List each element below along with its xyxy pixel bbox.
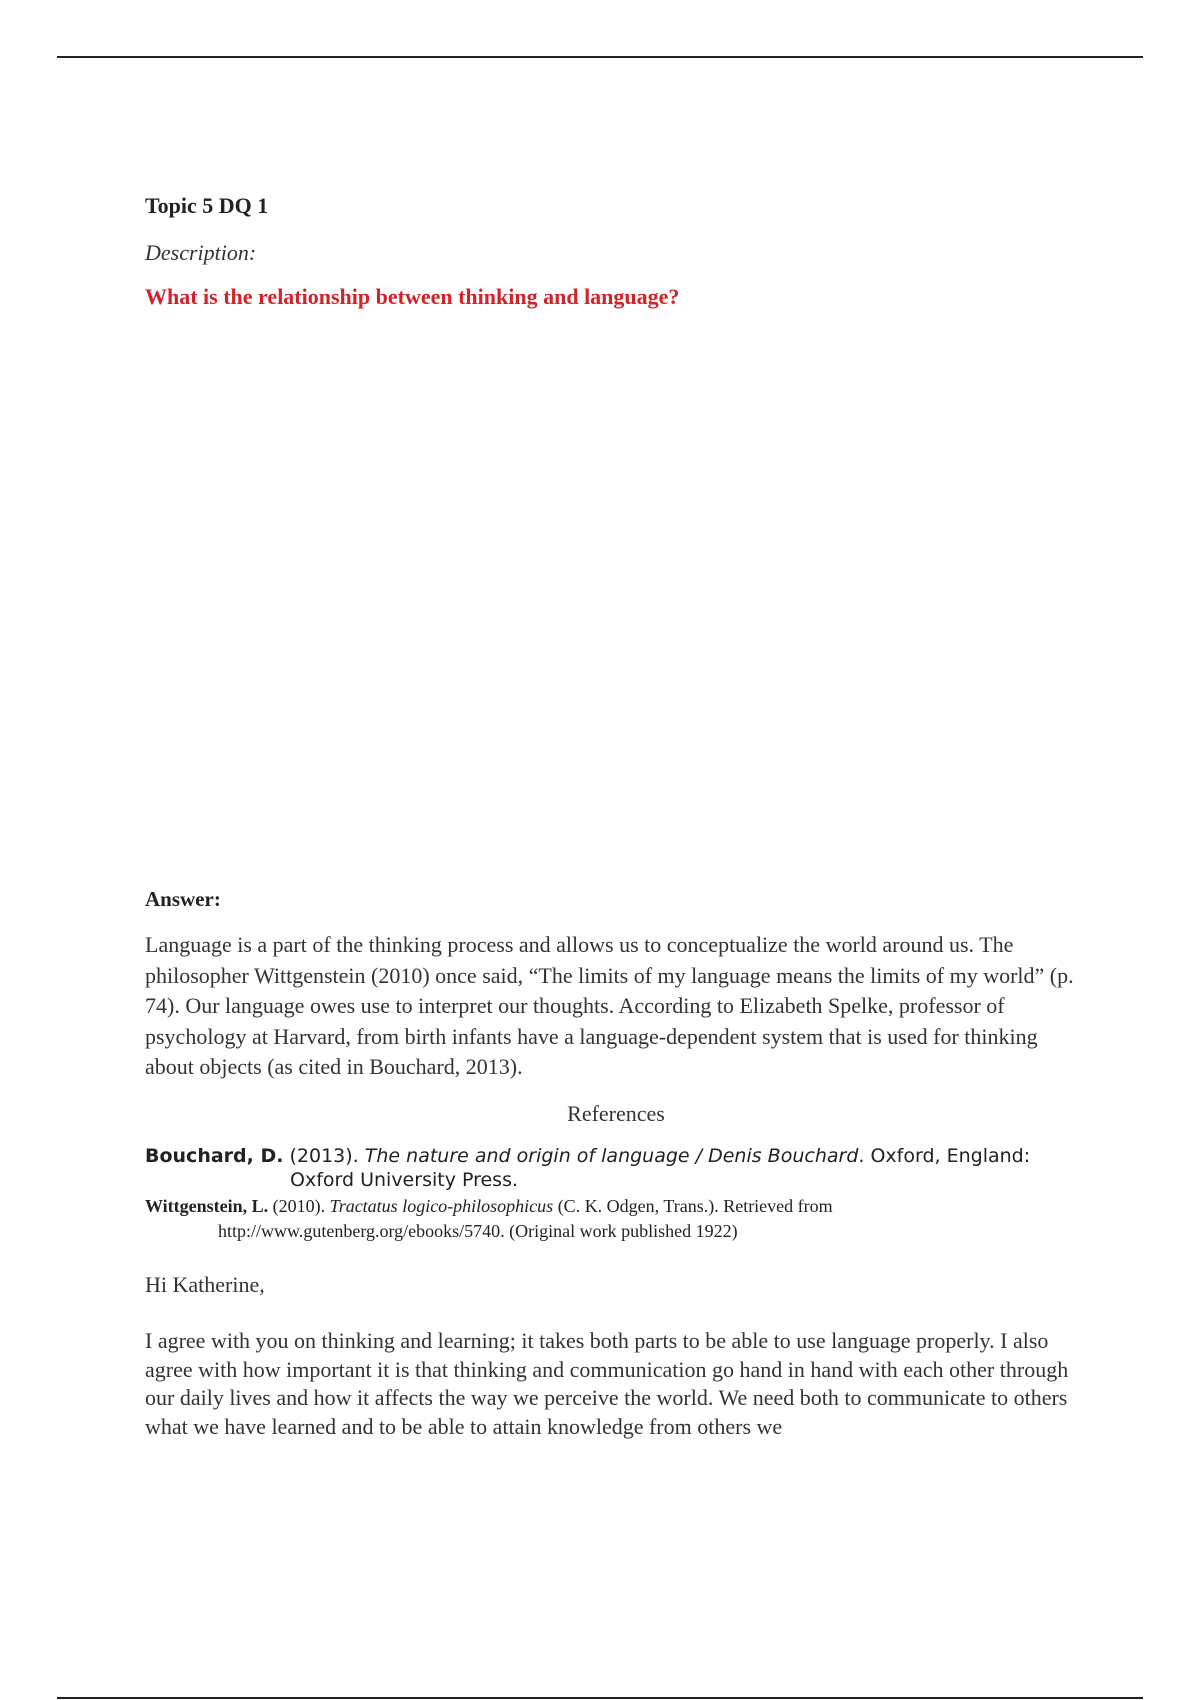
answer-paragraph: Language is a part of the thinking process and allows us to conceptualize the world around us. The philosopher Wittgenstein (2010) once said, “The limits of my language means the limits of my world” (p. 74). Our language owes use to interpret our thoughts. According to Elizabeth Spelke, professor of psychology at Harvard, from birth infants have a language-dependent system that is used for thinking about objects (as cited in Bouchard, 2013).: [145, 932, 1074, 1079]
reference-wittgenstein: [145, 1194, 1095, 1244]
reference-publisher: . Oxford, England: Oxford University Press.: [290, 1145, 1031, 1191]
reference-year: (2010).: [268, 1196, 330, 1216]
reference-work-title: Tractatus logico-philosophicus: [329, 1196, 554, 1216]
reference-source: (C. K. Odgen, Trans.). Retrieved from http://www.gutenberg.org/ebooks/5740. (Original work published 1922): [218, 1196, 833, 1241]
bottom-rule: [57, 1697, 1143, 1699]
question-text: What is the relationship between thinking and language?: [145, 284, 680, 309]
reference-author: Wittgenstein, L.: [145, 1196, 269, 1216]
top-rule: [57, 56, 1143, 58]
reference-bouchard: [145, 1144, 1095, 1192]
reply-greeting: Hi Katherine,: [145, 1272, 265, 1297]
reference-year: (2013).: [283, 1145, 365, 1167]
reference-author: Bouchard, D.: [145, 1145, 284, 1167]
reply-paragraph: I agree with you on thinking and learning; it takes both parts to be able to use language properly. I also agree with how important it is that thinking and communication go hand in hand with each other through our daily lives and how it affects the way we perceive the world. We need both to communicate to others what we have learned and to be able to attain knowledge from others we: [145, 1328, 1069, 1439]
references-heading: References: [567, 1101, 665, 1126]
answer-label: Answer:: [145, 887, 221, 911]
reference-work-title: The nature and origin of language / Denis Bouchard: [364, 1145, 859, 1167]
page-title: Topic 5 DQ 1: [145, 193, 269, 218]
description-label: Description:: [145, 240, 257, 265]
